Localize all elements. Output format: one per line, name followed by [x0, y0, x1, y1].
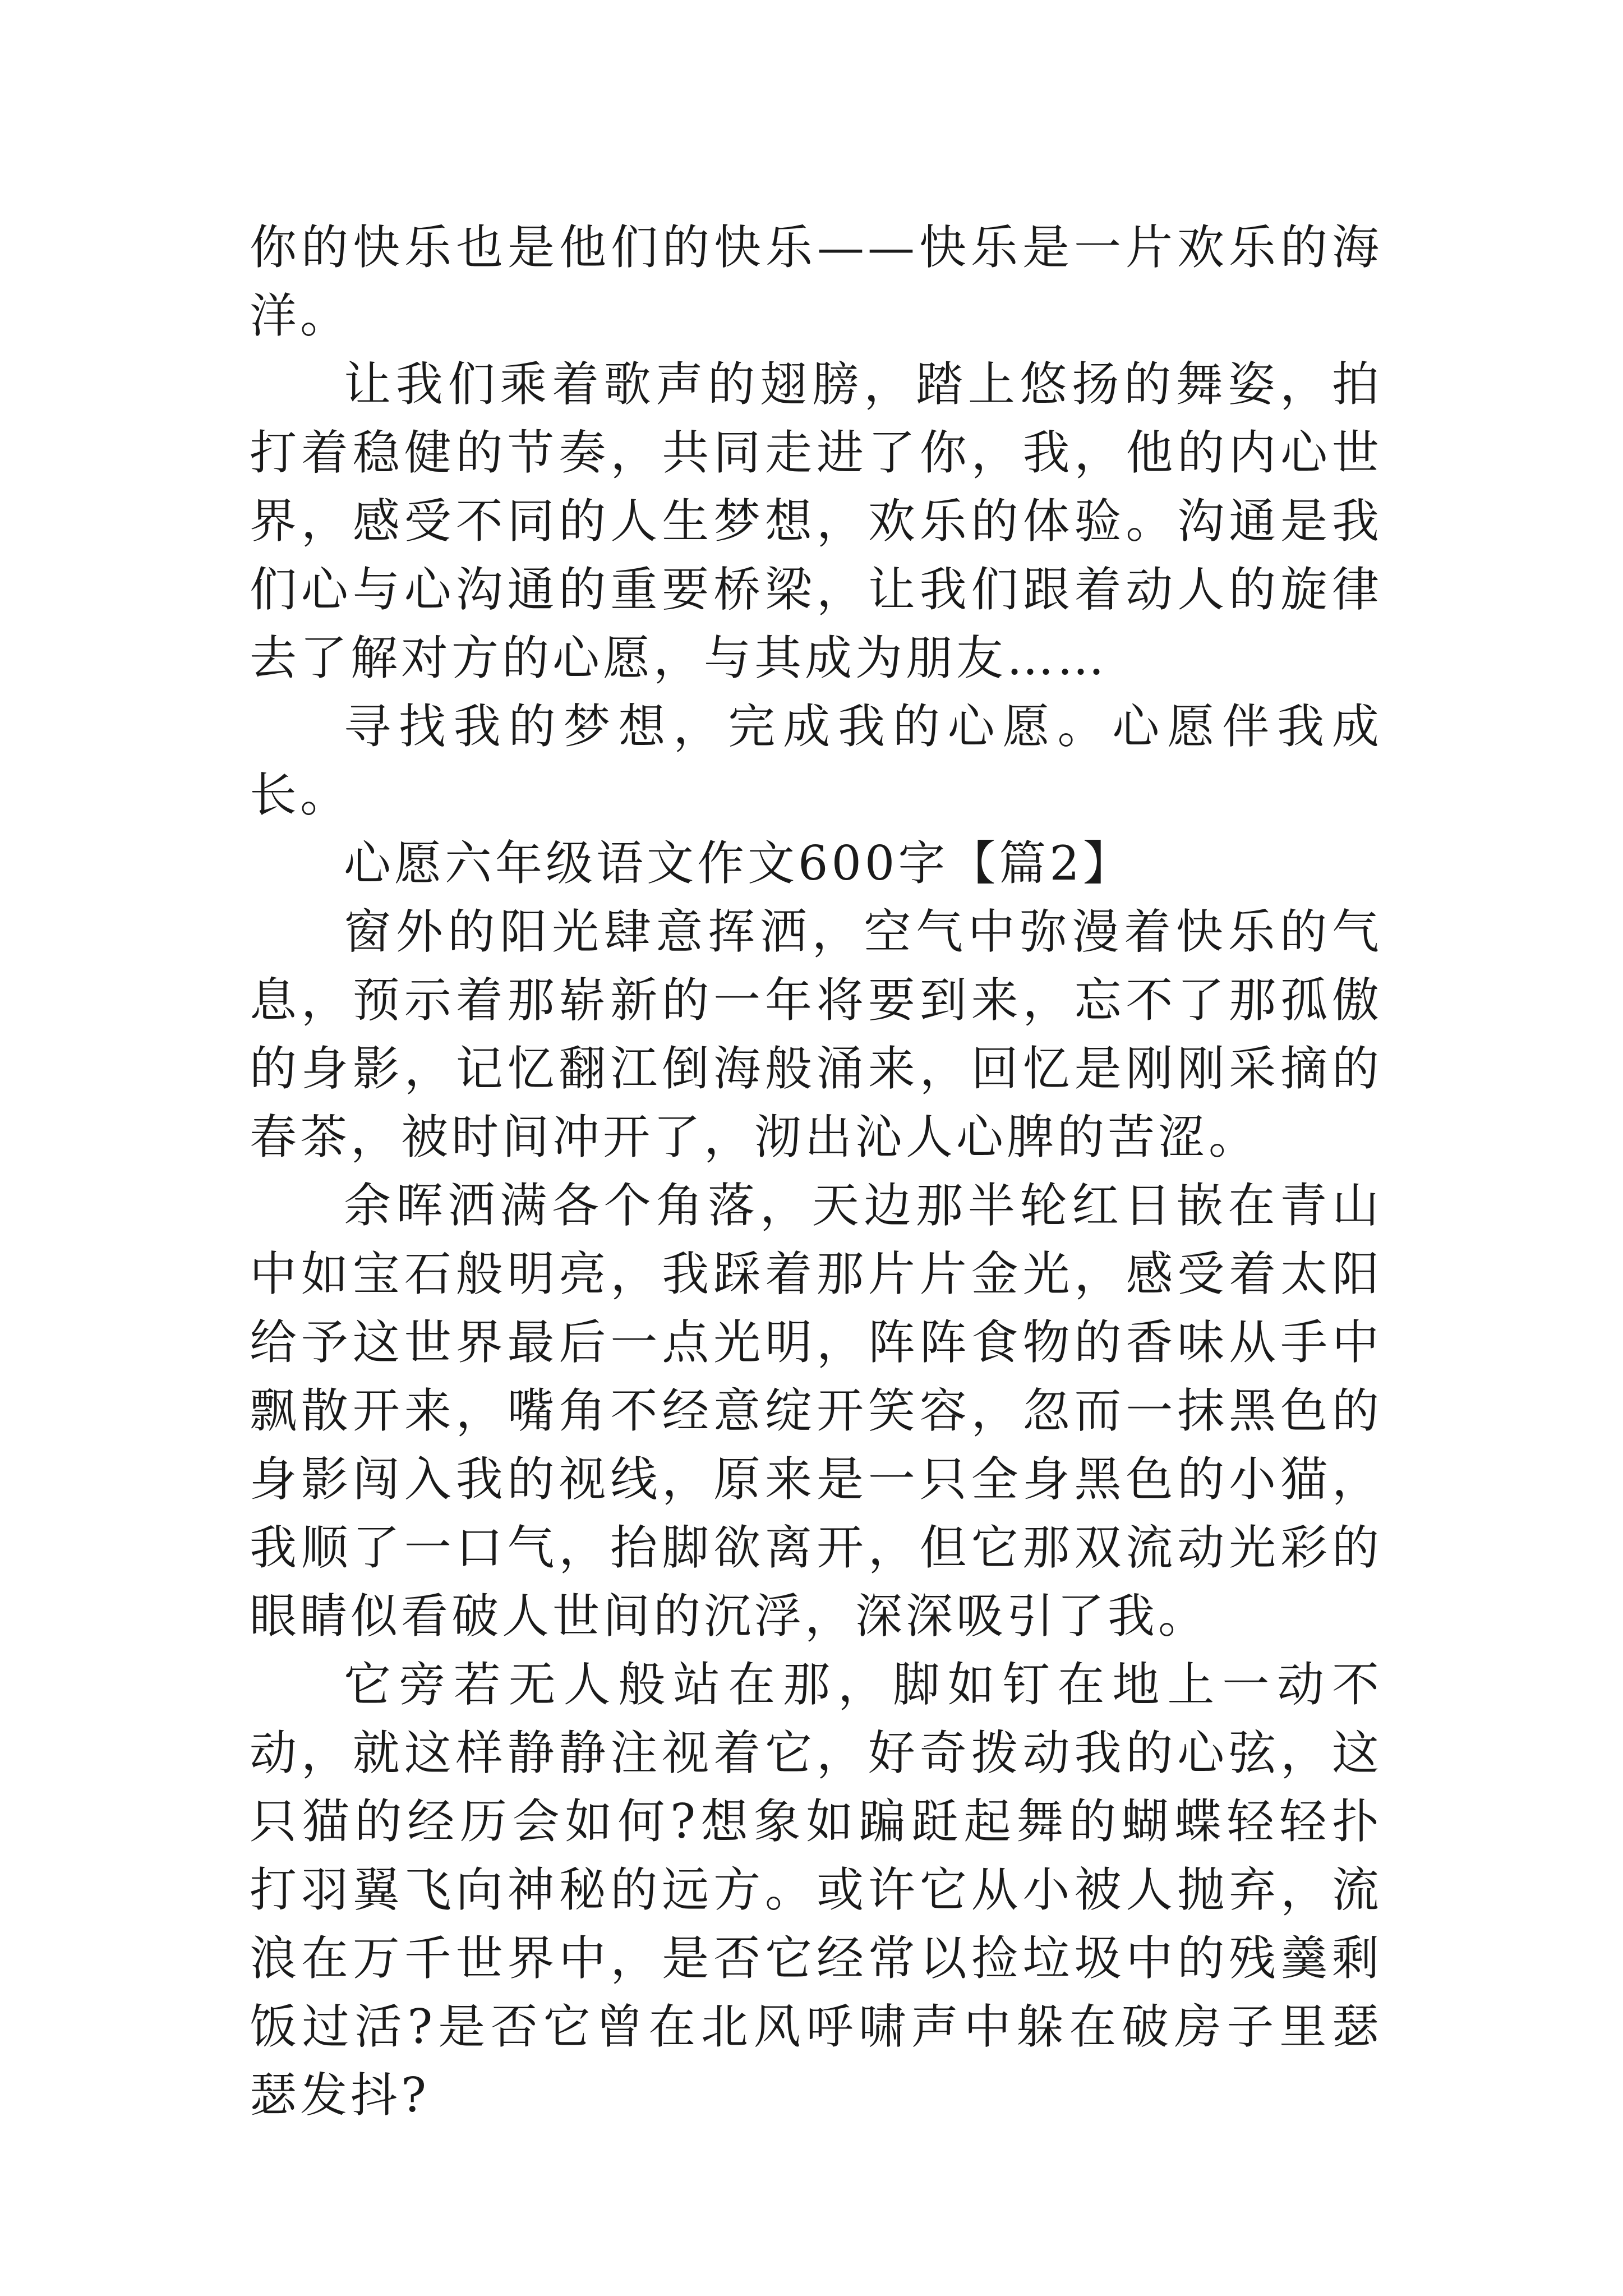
paragraph-cat-imagination: 它旁若无人般站在那，脚如钉在地上一动不动，就这样静静注视着它，好奇拨动我的心弦，这只猫的经历会如何?想象如蹁跹起舞的蝴蝶轻轻扑打羽翼飞向神秘的远方。或许它从小被人抛弃，流浪在万千世界中，是否它经常以捡垃圾中的残羹剩饭过活?是否它曾在北风呼啸声中躲在破房子里瑟瑟发抖?: [250, 1657, 1382, 2123]
paragraph-sunset-cat: 余晖洒满各个角落，天边那半轮红日嵌在青山中如宝石般明亮，我踩着那片片金光，感受着太阳给予这世界最后一点光明，阵阵食物的香味从手中飘散开来，嘴角不经意绽开笑容，忽而一抹黑色的身影闯入我的视线，原来是一只全身黑色的小猫，我顺了一口气，抬脚欲离开，但它那双流动光彩的眼睛似看破人世间的沉浮，深深吸引了我。: [250, 1178, 1382, 1644]
paragraph-find-dream: 寻找我的梦想，完成我的心愿。心愿伴我成长。: [250, 699, 1382, 822]
paragraph-singing-wings: 让我们乘着歌声的翅膀，踏上悠扬的舞姿，拍打着稳健的节奏，共同走进了你，我，他的内心世界，感受不同的人生梦想，欢乐的体验。沟通是我们心与心沟通的重要桥梁，让我们跟着动人的旋律去了解对方的心愿，与其成为朋友……: [250, 357, 1382, 685]
document-body: [250, 213, 1382, 2129]
paragraph-continuation: 你的快乐也是他们的快乐——快乐是一片欢乐的海洋。: [250, 220, 1382, 343]
paragraph-window-sunlight: 窗外的阳光肆意挥洒，空气中弥漫着快乐的气息，预示着那崭新的一年将要到来，忘不了那孤傲的身影，记忆翻江倒海般涌来，回忆是刚刚采摘的春茶，被时间冲开了，沏出沁人心脾的苦涩。: [250, 904, 1382, 1165]
section-heading: 心愿六年级语文作文600字【篇2】: [344, 836, 1133, 891]
